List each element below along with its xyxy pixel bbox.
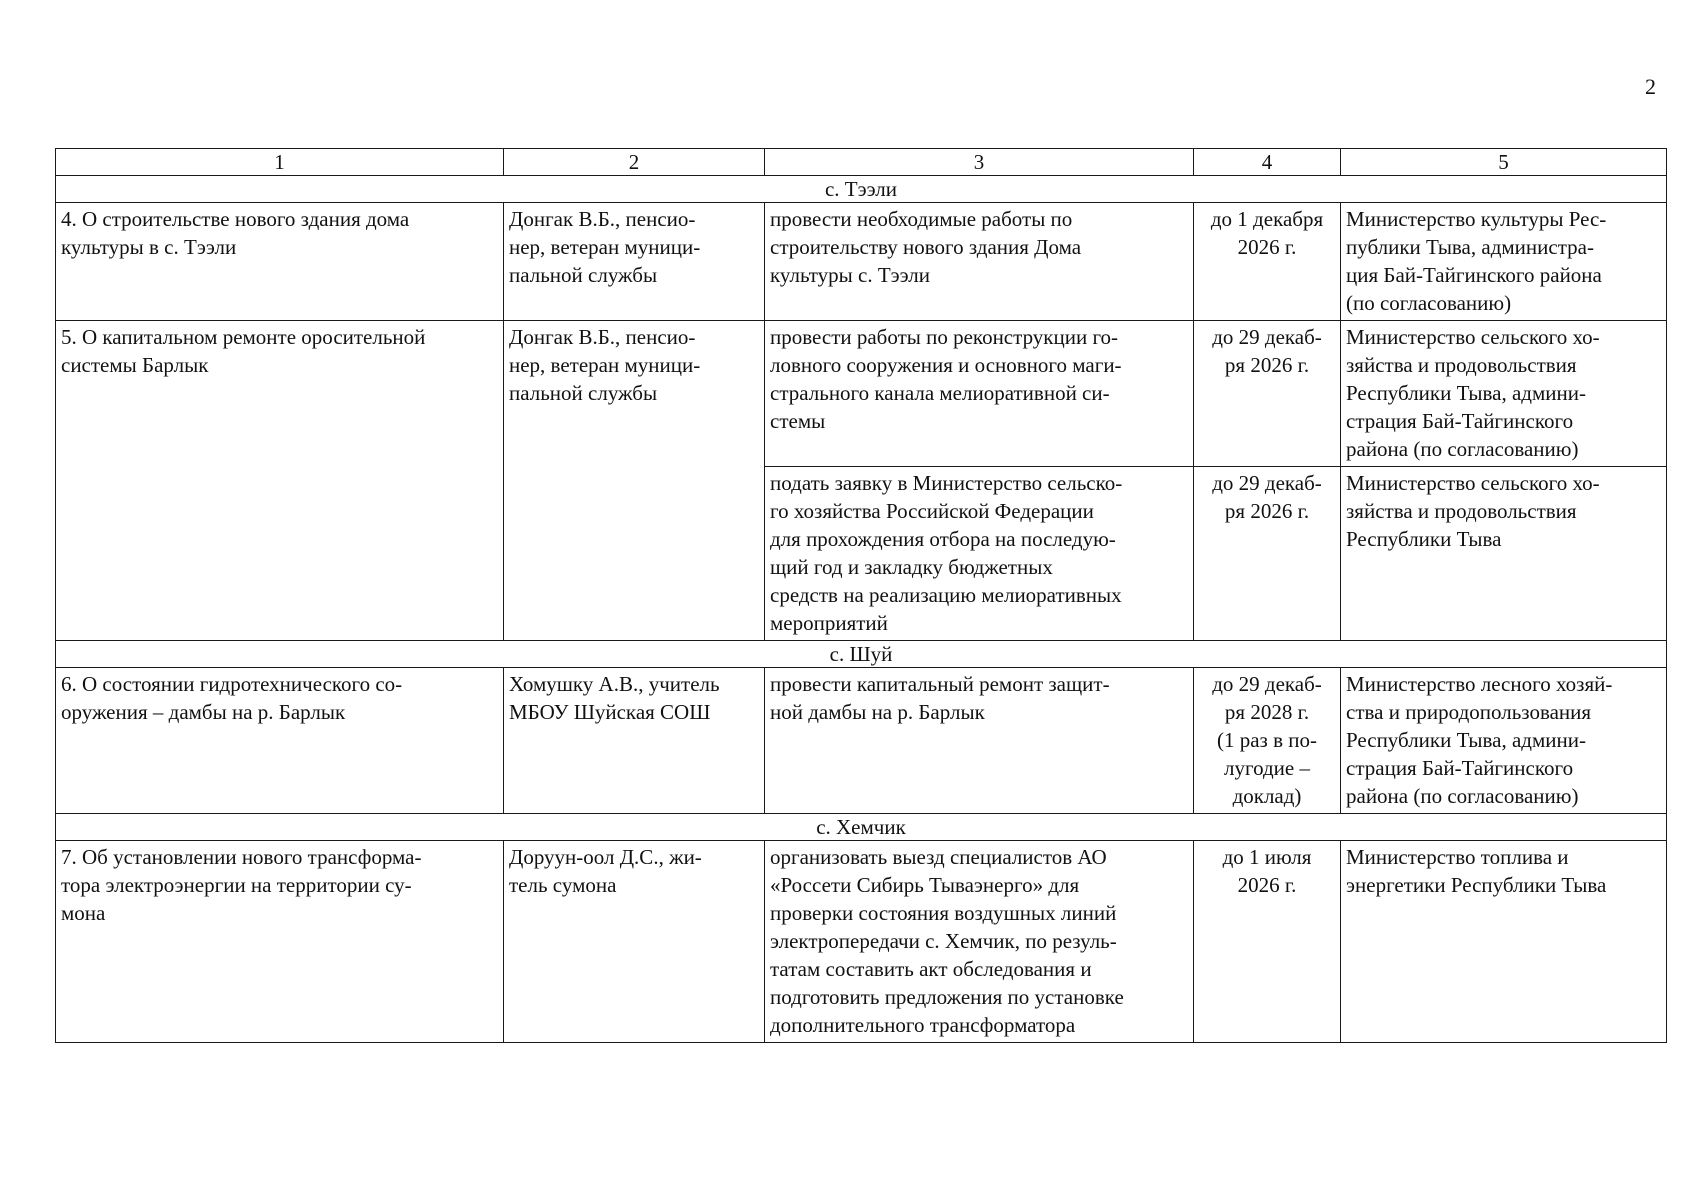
action-cell [765, 668, 1194, 814]
cell-line: ря 2028 г. [1224, 700, 1310, 724]
cell-line: Министерство культуры Рес- [1346, 207, 1607, 231]
table-row [56, 841, 1667, 1043]
cell-line: организовать выезд специалистов АО [770, 845, 1107, 869]
deadline-cell [1194, 467, 1341, 641]
cell-line: до 29 декаб- [1212, 672, 1322, 696]
section-title: с. Хемчик [56, 814, 1667, 841]
applicant-cell [504, 668, 765, 814]
table-row [56, 668, 1667, 814]
deadline-cell [1194, 841, 1341, 1043]
cell-line: МБОУ Шуйская СОШ [509, 700, 711, 724]
cell-line: ция Бай-Тайгинского района [1346, 263, 1602, 287]
issue-cell [56, 203, 504, 321]
cell-line: (1 раз в по- [1216, 728, 1317, 752]
issue-cell [56, 321, 504, 641]
cell-line: 6. О состоянии гидротехнического со- [61, 672, 403, 696]
column-number-cell: 3 [765, 149, 1194, 176]
cell-line: тель сумона [509, 873, 617, 897]
responsible-cell [1341, 841, 1667, 1043]
cell-line: 4. О строительстве нового здания дома [61, 207, 410, 231]
cell-line: подать заявку в Министерство сельско- [770, 471, 1123, 495]
cell-line: подготовить предложения по установке [770, 985, 1124, 1009]
cell-line: района (по согласованию) [1346, 784, 1579, 808]
table-row [56, 321, 1667, 467]
cell-line: страция Бай-Тайгинского [1346, 756, 1574, 780]
action-cell [765, 841, 1194, 1043]
cell-line: доклад) [1232, 784, 1302, 808]
cell-line: электропередачи с. Хемчик, по резуль- [770, 929, 1117, 953]
cell-line: Министерство лесного хозяй- [1346, 672, 1613, 696]
cell-line: Министерство топлива и [1346, 845, 1569, 869]
cell-line: культуры в с. Тээли [61, 235, 237, 259]
cell-line: пальной службы [509, 263, 658, 287]
cell-line: для прохождения отбора на последую- [770, 527, 1116, 551]
cell-line: стрального канала мелиоративной си- [770, 381, 1110, 405]
cell-line: «Россети Сибирь Тываэнерго» для [770, 873, 1080, 897]
applicant-cell [504, 841, 765, 1043]
cell-line: мероприятий [770, 611, 888, 635]
cell-line: 2026 г. [1237, 235, 1297, 259]
cell-line: района (по согласованию) [1346, 437, 1579, 461]
cell-line: лугодие – [1224, 756, 1310, 780]
cell-line: до 1 декабря [1210, 207, 1324, 231]
cell-line: проверки состояния воздушных линий [770, 901, 1117, 925]
cell-line: мона [61, 901, 106, 925]
cell-line: Министерство сельского хо- [1346, 471, 1600, 495]
column-number-cell: 2 [504, 149, 765, 176]
cell-line: Донгак В.Б., пенсио- [509, 325, 696, 349]
cell-line: страция Бай-Тайгинского [1346, 409, 1574, 433]
cell-line: нер, ветеран муници- [509, 353, 701, 377]
cell-line: ря 2026 г. [1224, 353, 1310, 377]
cell-line: ной дамбы на р. Барлык [770, 700, 985, 724]
cell-line: стемы [770, 409, 826, 433]
cell-line: до 29 декаб- [1212, 325, 1322, 349]
cell-line: тора электроэнергии на территории су- [61, 873, 412, 897]
cell-line: культуры с. Тээли [770, 263, 931, 287]
section-row [56, 814, 1667, 841]
applicant-cell [504, 321, 765, 641]
section-title: с. Тээли [56, 176, 1667, 203]
deadline-cell [1194, 203, 1341, 321]
cell-line: 2026 г. [1237, 873, 1297, 897]
cell-line: строительству нового здания Дома [770, 235, 1082, 259]
cell-line: дополнительного трансформатора [770, 1013, 1076, 1037]
cell-line: 5. О капитальном ремонте оросительной [61, 325, 426, 349]
table-row [56, 203, 1667, 321]
cell-line: татам составить акт обследования и [770, 957, 1092, 981]
action-cell [765, 321, 1194, 467]
cell-line: Министерство сельского хо- [1346, 325, 1600, 349]
cell-line: щий год и закладку бюджетных [770, 555, 1053, 579]
responsible-cell [1341, 321, 1667, 467]
section-row [56, 641, 1667, 668]
issue-cell [56, 668, 504, 814]
cell-line: Донгак В.Б., пенсио- [509, 207, 696, 231]
column-number-cell: 4 [1194, 149, 1341, 176]
responsible-cell [1341, 668, 1667, 814]
cell-line: Республики Тыва, админи- [1346, 728, 1586, 752]
cell-line: провести капитальный ремонт защит- [770, 672, 1110, 696]
cell-line: до 1 июля [1222, 845, 1312, 869]
column-number-cell: 1 [56, 149, 504, 176]
column-number-row [56, 149, 1667, 176]
column-number-cell: 5 [1341, 149, 1667, 176]
cell-line: Республики Тыва [1346, 527, 1502, 551]
issue-cell [56, 841, 504, 1043]
responsible-cell [1341, 203, 1667, 321]
cell-line: (по согласованию) [1346, 291, 1512, 315]
cell-line: пальной службы [509, 381, 658, 405]
cell-line: нер, ветеран муници- [509, 235, 701, 259]
cell-line: системы Барлык [61, 353, 209, 377]
cell-line: Республики Тыва, админи- [1346, 381, 1586, 405]
action-cell [765, 467, 1194, 641]
cell-line: зяйства и продовольствия [1346, 353, 1577, 377]
cell-line: провести необходимые работы по [770, 207, 1073, 231]
cell-line: провести работы по реконструкции го- [770, 325, 1119, 349]
cell-line: го хозяйства Российской Федерации [770, 499, 1094, 523]
table-body [56, 149, 1667, 1043]
action-cell [765, 203, 1194, 321]
cell-line: 7. Об установлении нового трансформа- [61, 845, 422, 869]
cell-line: ря 2026 г. [1224, 499, 1310, 523]
cell-line: средств на реализацию мелиоративных [770, 583, 1122, 607]
cell-line: до 29 декаб- [1212, 471, 1322, 495]
deadline-cell [1194, 321, 1341, 467]
section-title: с. Шуй [56, 641, 1667, 668]
applicant-cell [504, 203, 765, 321]
cell-line: зяйства и продовольствия [1346, 499, 1577, 523]
section-row [56, 176, 1667, 203]
responsible-cell [1341, 467, 1667, 641]
cell-line: оружения – дамбы на р. Барлык [61, 700, 346, 724]
cell-line: Хомушку А.В., учитель [509, 672, 720, 696]
measures-table [55, 148, 1667, 1043]
page-number: 2 [1645, 74, 1656, 99]
cell-line: ловного сооружения и основного маги- [770, 353, 1122, 377]
cell-line: ства и природопользования [1346, 700, 1592, 724]
deadline-cell [1194, 668, 1341, 814]
cell-line: публики Тыва, администра- [1346, 235, 1594, 259]
cell-line: Доруун-оол Д.С., жи- [509, 845, 702, 869]
cell-line: энергетики Республики Тыва [1346, 873, 1607, 897]
